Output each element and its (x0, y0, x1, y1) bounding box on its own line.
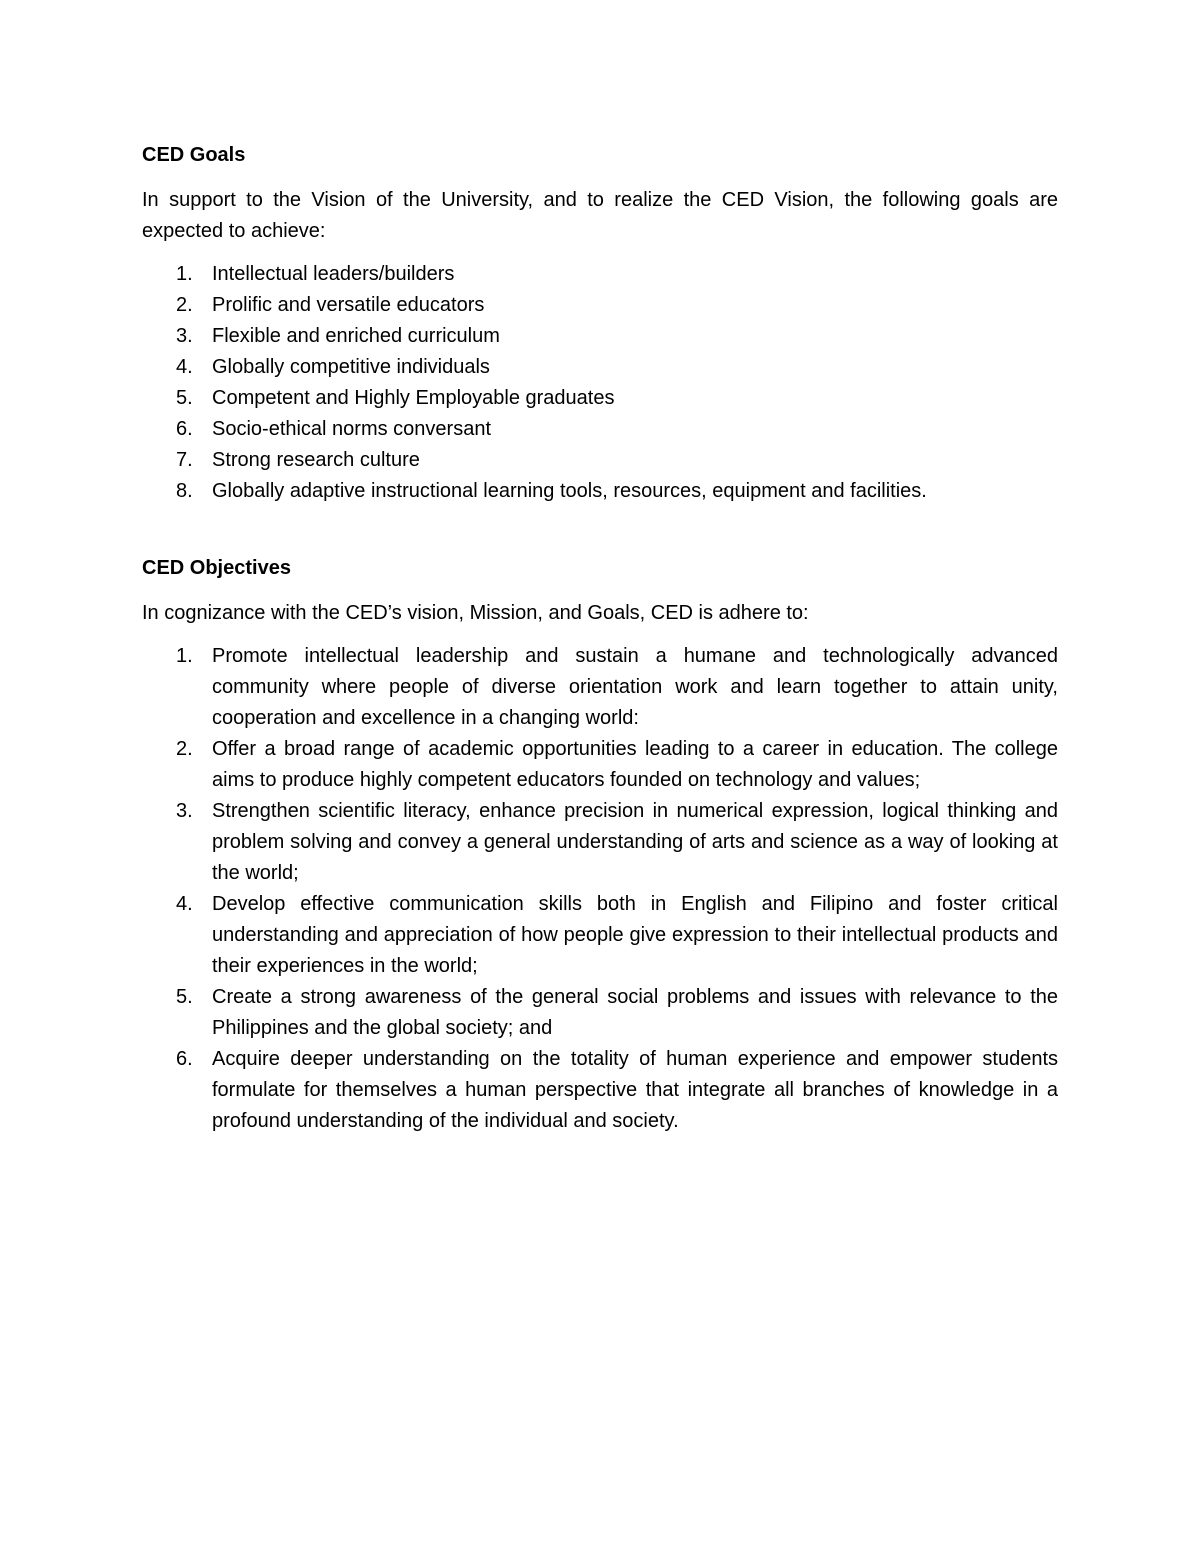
list-item (142, 1044, 1058, 1137)
list-item-number: 8. (176, 480, 193, 502)
list-item-number: 2. (176, 738, 193, 760)
list-item-number: 5. (176, 387, 193, 409)
list-item (142, 383, 1058, 414)
list-item (142, 321, 1058, 352)
list-item-number: 2. (176, 294, 193, 316)
list-item-number: 4. (176, 893, 193, 915)
objectives-intro: In cognizance with the CED’s vision, Mission, and Goals, CED is adhere to: (142, 602, 809, 624)
list-item-number: 3. (176, 325, 193, 347)
list-item-number: 6. (176, 1048, 193, 1070)
list-item-text: Promote intellectual leadership and sustain a humane and technologically advanced community where people of diverse orientation work and learn together to attain unity, cooperation and excellence in a changing world: (212, 645, 1058, 729)
list-item (142, 796, 1058, 889)
list-item (142, 259, 1058, 290)
list-item-number: 5. (176, 986, 193, 1008)
list-item-text: Prolific and versatile educators (212, 294, 485, 316)
list-item (142, 734, 1058, 796)
list-item-number: 3. (176, 800, 193, 822)
list-item-text: Competent and Highly Employable graduates (212, 387, 615, 409)
list-item-number: 1. (176, 645, 193, 667)
list-item (142, 982, 1058, 1044)
objectives-list (142, 641, 1058, 1137)
list-item (142, 641, 1058, 734)
list-item-text: Intellectual leaders/builders (212, 263, 455, 285)
list-item-number: 1. (176, 263, 193, 285)
list-item (142, 889, 1058, 982)
goals-intro: In support to the Vision of the University, and to realize the CED Vision, the following goals are expected to achieve: (142, 189, 1058, 242)
goals-heading: CED Goals (142, 144, 246, 166)
objectives-heading: CED Objectives (142, 557, 291, 579)
list-item-text: Offer a broad range of academic opportunities leading to a career in education. The college aims to produce highly competent educators founded on technology and values; (212, 738, 1058, 791)
list-item-text: Create a strong awareness of the general social problems and issues with relevance to the Philippines and the global society; and (212, 986, 1058, 1039)
list-item-text: Acquire deeper understanding on the totality of human experience and empower students formulate for themselves a human perspective that integrate all branches of knowledge in a profound understanding of the individual and society. (212, 1048, 1058, 1132)
list-item-number: 4. (176, 356, 193, 378)
list-item (142, 476, 1058, 507)
goals-section (142, 140, 1058, 507)
list-item-text: Socio-ethical norms conversant (212, 418, 492, 440)
list-item-text: Flexible and enriched curriculum (212, 325, 500, 347)
list-item (142, 414, 1058, 445)
list-item-text: Strong research culture (212, 449, 420, 471)
goals-list (142, 259, 1058, 507)
list-item-number: 7. (176, 449, 193, 471)
list-item-text: Globally competitive individuals (212, 356, 490, 378)
list-item-number: 6. (176, 418, 193, 440)
list-item (142, 290, 1058, 321)
section-spacer (142, 507, 1058, 553)
list-item (142, 352, 1058, 383)
list-item-text: Develop effective communication skills both in English and Filipino and foster critical understanding and appreciation of how people give expression to their intellectual products and their experiences in the world; (212, 893, 1058, 977)
list-item-text: Strengthen scientific literacy, enhance precision in numerical expression, logical thinking and problem solving and convey a general understanding of arts and science as a way of looking at the world; (212, 800, 1058, 884)
list-item-text: Globally adaptive instructional learning tools, resources, equipment and facilities. (212, 480, 927, 502)
objectives-section (142, 553, 1058, 1137)
list-item (142, 445, 1058, 476)
